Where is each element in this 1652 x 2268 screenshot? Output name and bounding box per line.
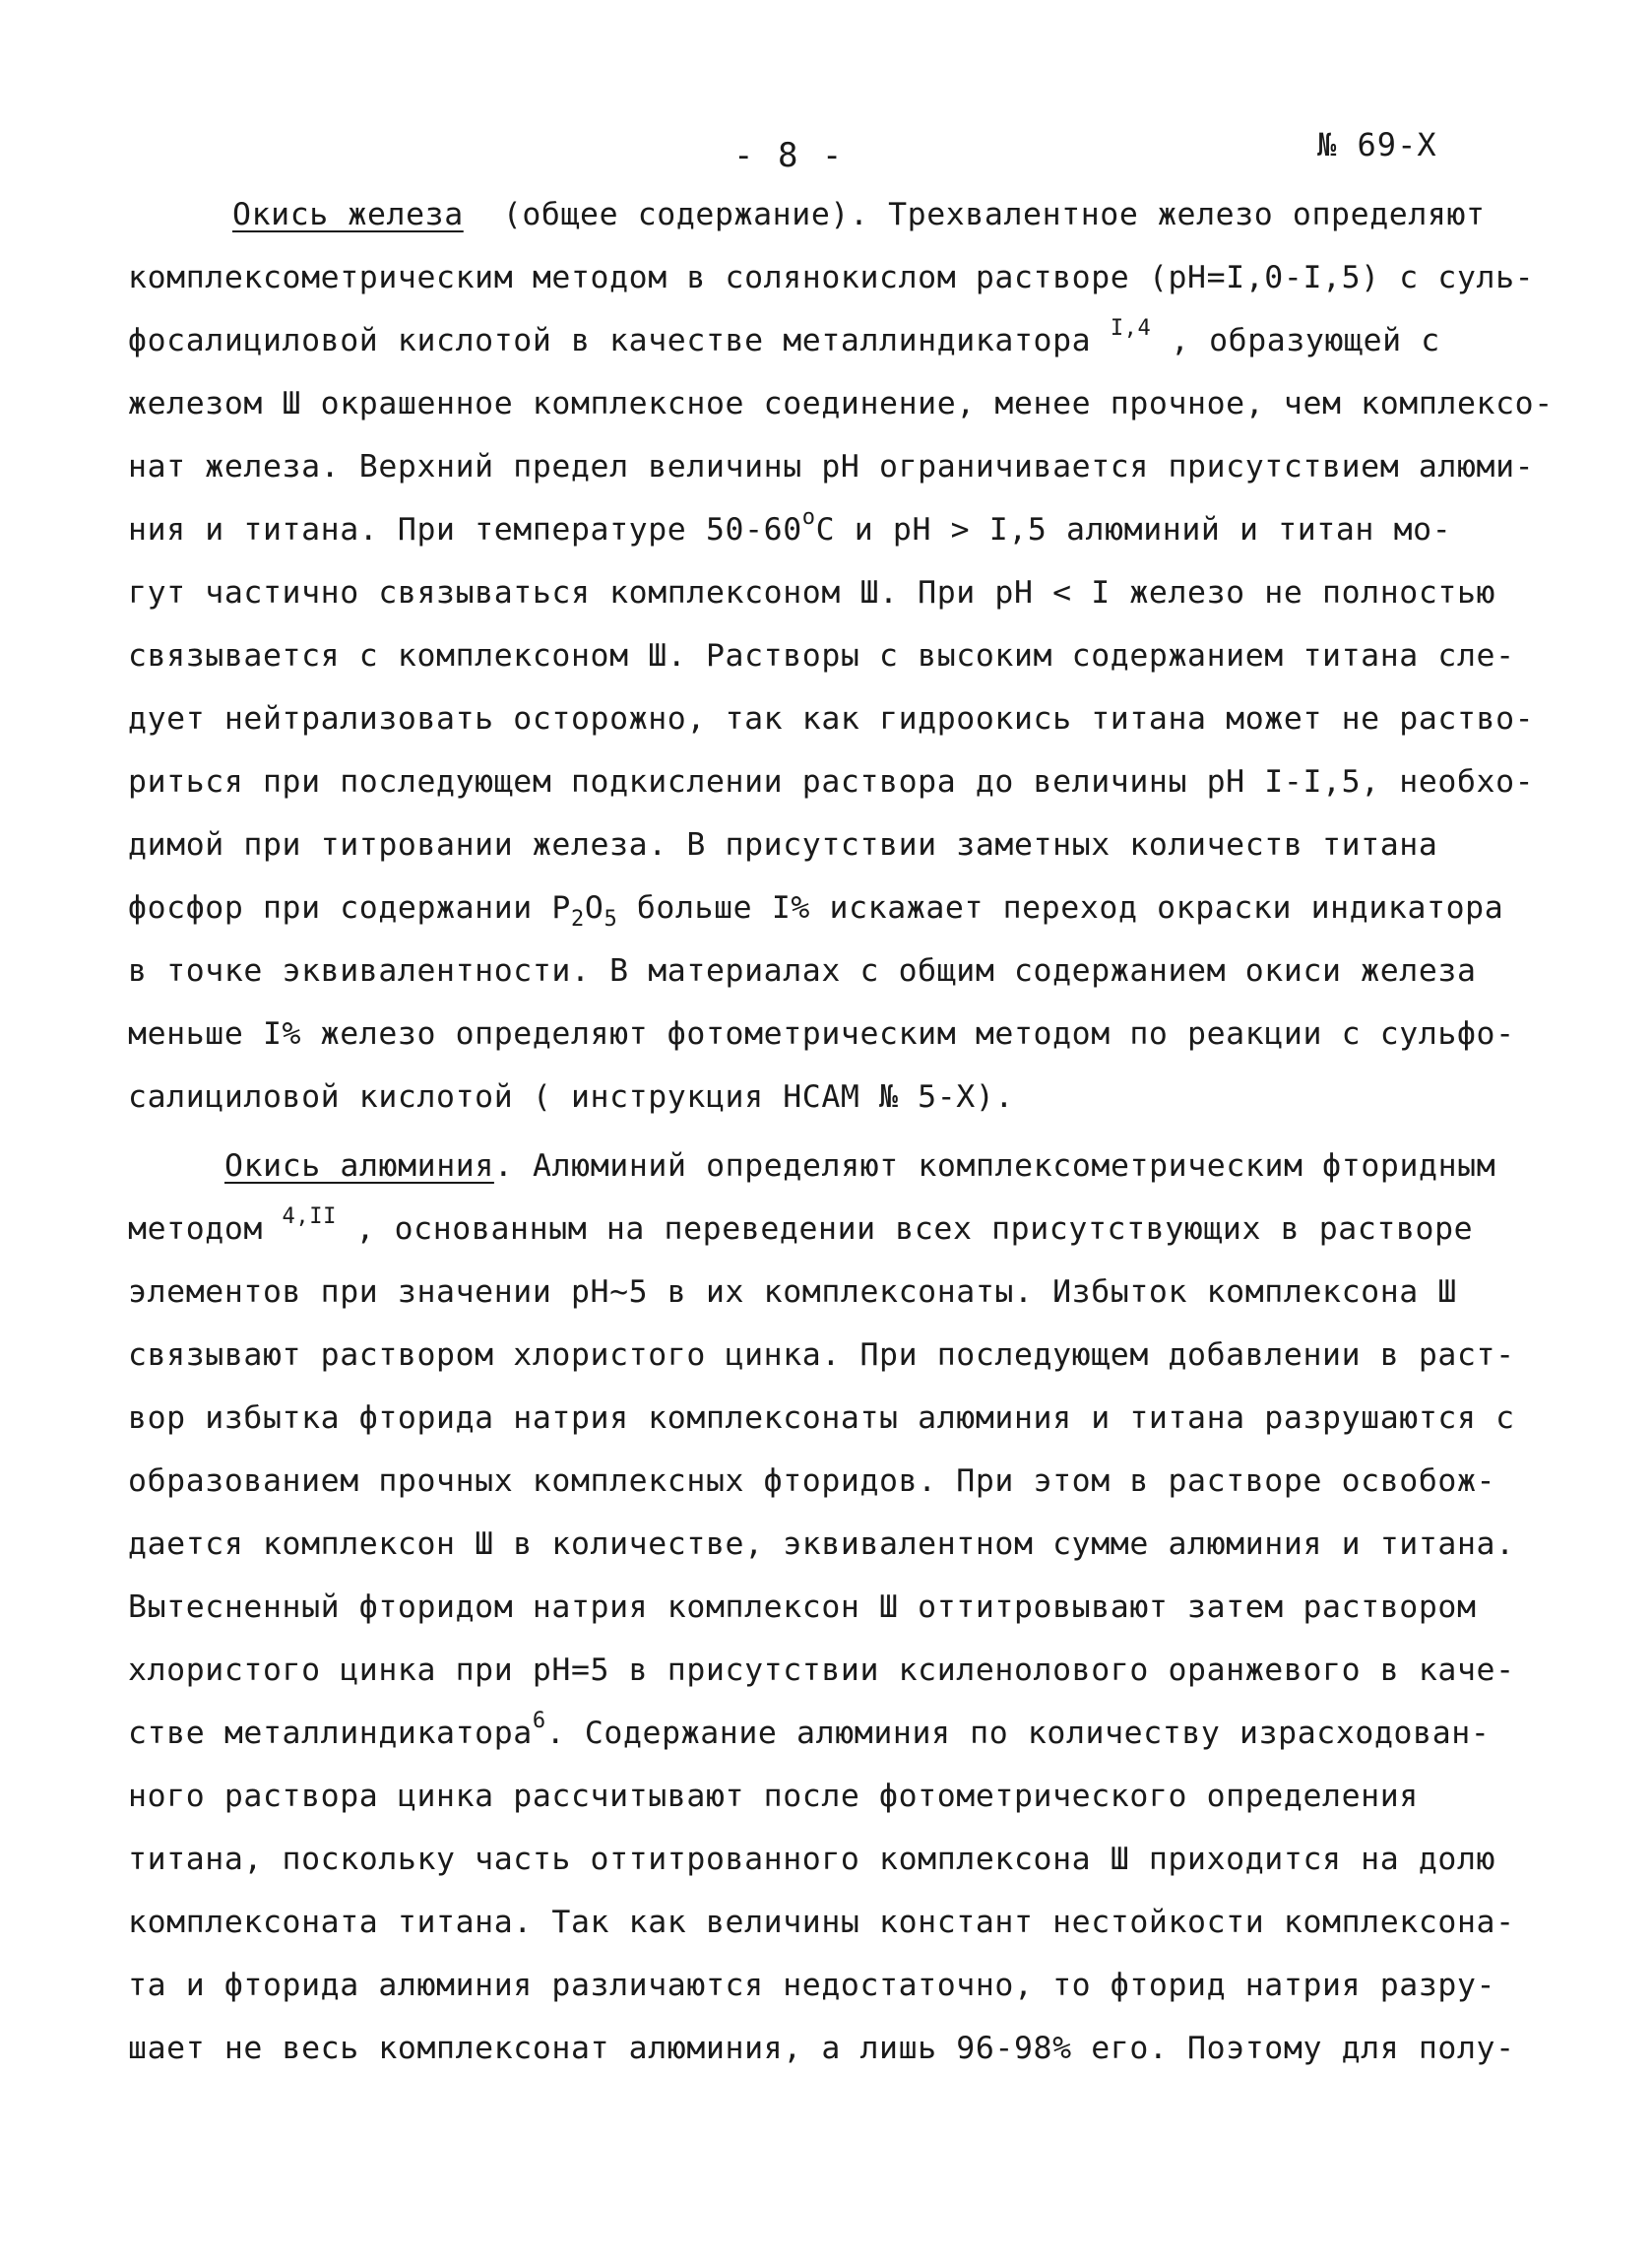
text-line: меньше I% железо определяют фотометрическим методом по реакции с сульфо- xyxy=(128,1016,1515,1052)
text-line: хлористого цинка при рН=5 в присутствии ксиленолового оранжевого в каче- xyxy=(128,1652,1515,1688)
text-span: С и рН > I,5 алюминий и титан мо- xyxy=(815,512,1452,548)
paragraph-iron-oxide xyxy=(128,183,1554,1129)
text-line: риться при последующем подкислении раствора до величины рН I-I,5, необхо- xyxy=(128,764,1535,800)
text-span: . Алюминий определяют комплексометрическим фторидным xyxy=(493,1148,1496,1184)
text-line: комплексометрическим методом в солянокислом растворе (рН=I,0-I,5) с суль- xyxy=(128,260,1535,295)
text-line: железом Ш окрашенное комплексное соединение, менее прочное, чем комплексо- xyxy=(128,386,1554,421)
text-span: методом xyxy=(128,1211,263,1247)
text-line xyxy=(128,309,1546,372)
text-line: ного раствора цинка рассчитывают после фотометрического определения xyxy=(128,1779,1419,1814)
text-line: дует нейтрализовать осторожно, так как гидроокись титана может не раство- xyxy=(128,701,1535,737)
text-span: больше I% искажает переход окраски индикатора xyxy=(617,890,1504,926)
text-line: образованием прочных комплексных фторидов. При этом в растворе освобож- xyxy=(128,1463,1496,1499)
text-span: О xyxy=(584,890,604,926)
page-number: - 8 - xyxy=(733,136,845,175)
superscript: о xyxy=(801,505,816,530)
text-line xyxy=(128,1702,1546,1765)
text-span: (общее содержание). Трехвалентное железо определяют xyxy=(502,197,1486,232)
footnote-reference: 6 xyxy=(532,1709,546,1733)
text-line: элементов при значении рН~5 в их комплексонаты. Избыток комплексона Ш xyxy=(128,1274,1457,1310)
text-line: гут частично связываться комплексоном Ш. При рН < I железо не полностью xyxy=(128,575,1496,611)
text-line: связывают раствором хлористого цинка. При последующем добавлении в раст- xyxy=(128,1337,1515,1373)
text-span: , основанным на переведении всех присутствующих в растворе xyxy=(336,1211,1474,1247)
document-body xyxy=(128,183,1554,2080)
text-line: шает не весь комплексонат алюминия, а лишь 96-98% его. Поэтому для полу- xyxy=(128,2031,1515,2066)
text-span: . Содержание алюминия по количеству израсходован- xyxy=(545,1716,1491,1751)
text-line: та и фторида алюминия различаются недостаточно, то фторид натрия разру- xyxy=(128,1968,1496,2003)
text-span: фосфор при содержании Р xyxy=(128,890,571,926)
footnote-reference: I,4 xyxy=(1110,316,1152,341)
subscript: 5 xyxy=(604,907,618,932)
text-line: Вытесненный фторидом натрия комплексон Ш оттитровывают затем раствором xyxy=(128,1589,1477,1625)
text-line xyxy=(128,183,1546,246)
text-line xyxy=(128,1134,1546,1198)
text-line: нат железа. Верхний предел величины рН ограничивается присутствием алюми- xyxy=(128,449,1535,485)
paragraph-alumina xyxy=(128,1134,1546,2080)
text-line: димой при титровании железа. В присутствии заметных количеств титана xyxy=(128,827,1438,863)
text-line: титана, поскольку часть оттитрованного комплексона Ш приходится на долю xyxy=(128,1842,1496,1877)
document-number: № 69-Х xyxy=(1317,126,1437,163)
text-span: фосалициловой кислотой в качестве металлиндикатора xyxy=(128,323,1092,358)
text-line: связывается с комплексоном Ш. Растворы с высоким содержанием титана сле- xyxy=(128,638,1515,674)
subscript: 2 xyxy=(571,907,585,932)
text-line xyxy=(128,876,1546,940)
text-line xyxy=(128,1198,1546,1261)
page-header xyxy=(0,126,1652,175)
section-heading-iron-oxide: Окись железа xyxy=(232,197,464,232)
text-span: стве металлиндикатора xyxy=(128,1716,533,1751)
text-span: ния и титана. При температуре 50-60 xyxy=(128,512,802,548)
text-line: салициловой кислотой ( инструкция НСАМ № 5-Х). xyxy=(128,1079,1014,1115)
text-line: вор избытка фторида натрия комплексонаты алюминия и титана разрушаются с xyxy=(128,1400,1515,1436)
section-heading-alumina: Окись алюминия xyxy=(224,1148,494,1184)
text-span: , образующей с xyxy=(1170,323,1440,358)
footnote-reference: 4,II xyxy=(282,1204,337,1229)
text-line xyxy=(128,498,1546,561)
text-line: в точке эквивалентности. В материалах с общим содержанием окиси железа xyxy=(128,953,1477,989)
text-line: дается комплексон Ш в количестве, эквивалентном сумме алюминия и титана. xyxy=(128,1526,1515,1562)
text-line: комплексоната титана. Так как величины констант нестойкости комплексона- xyxy=(128,1905,1515,1940)
